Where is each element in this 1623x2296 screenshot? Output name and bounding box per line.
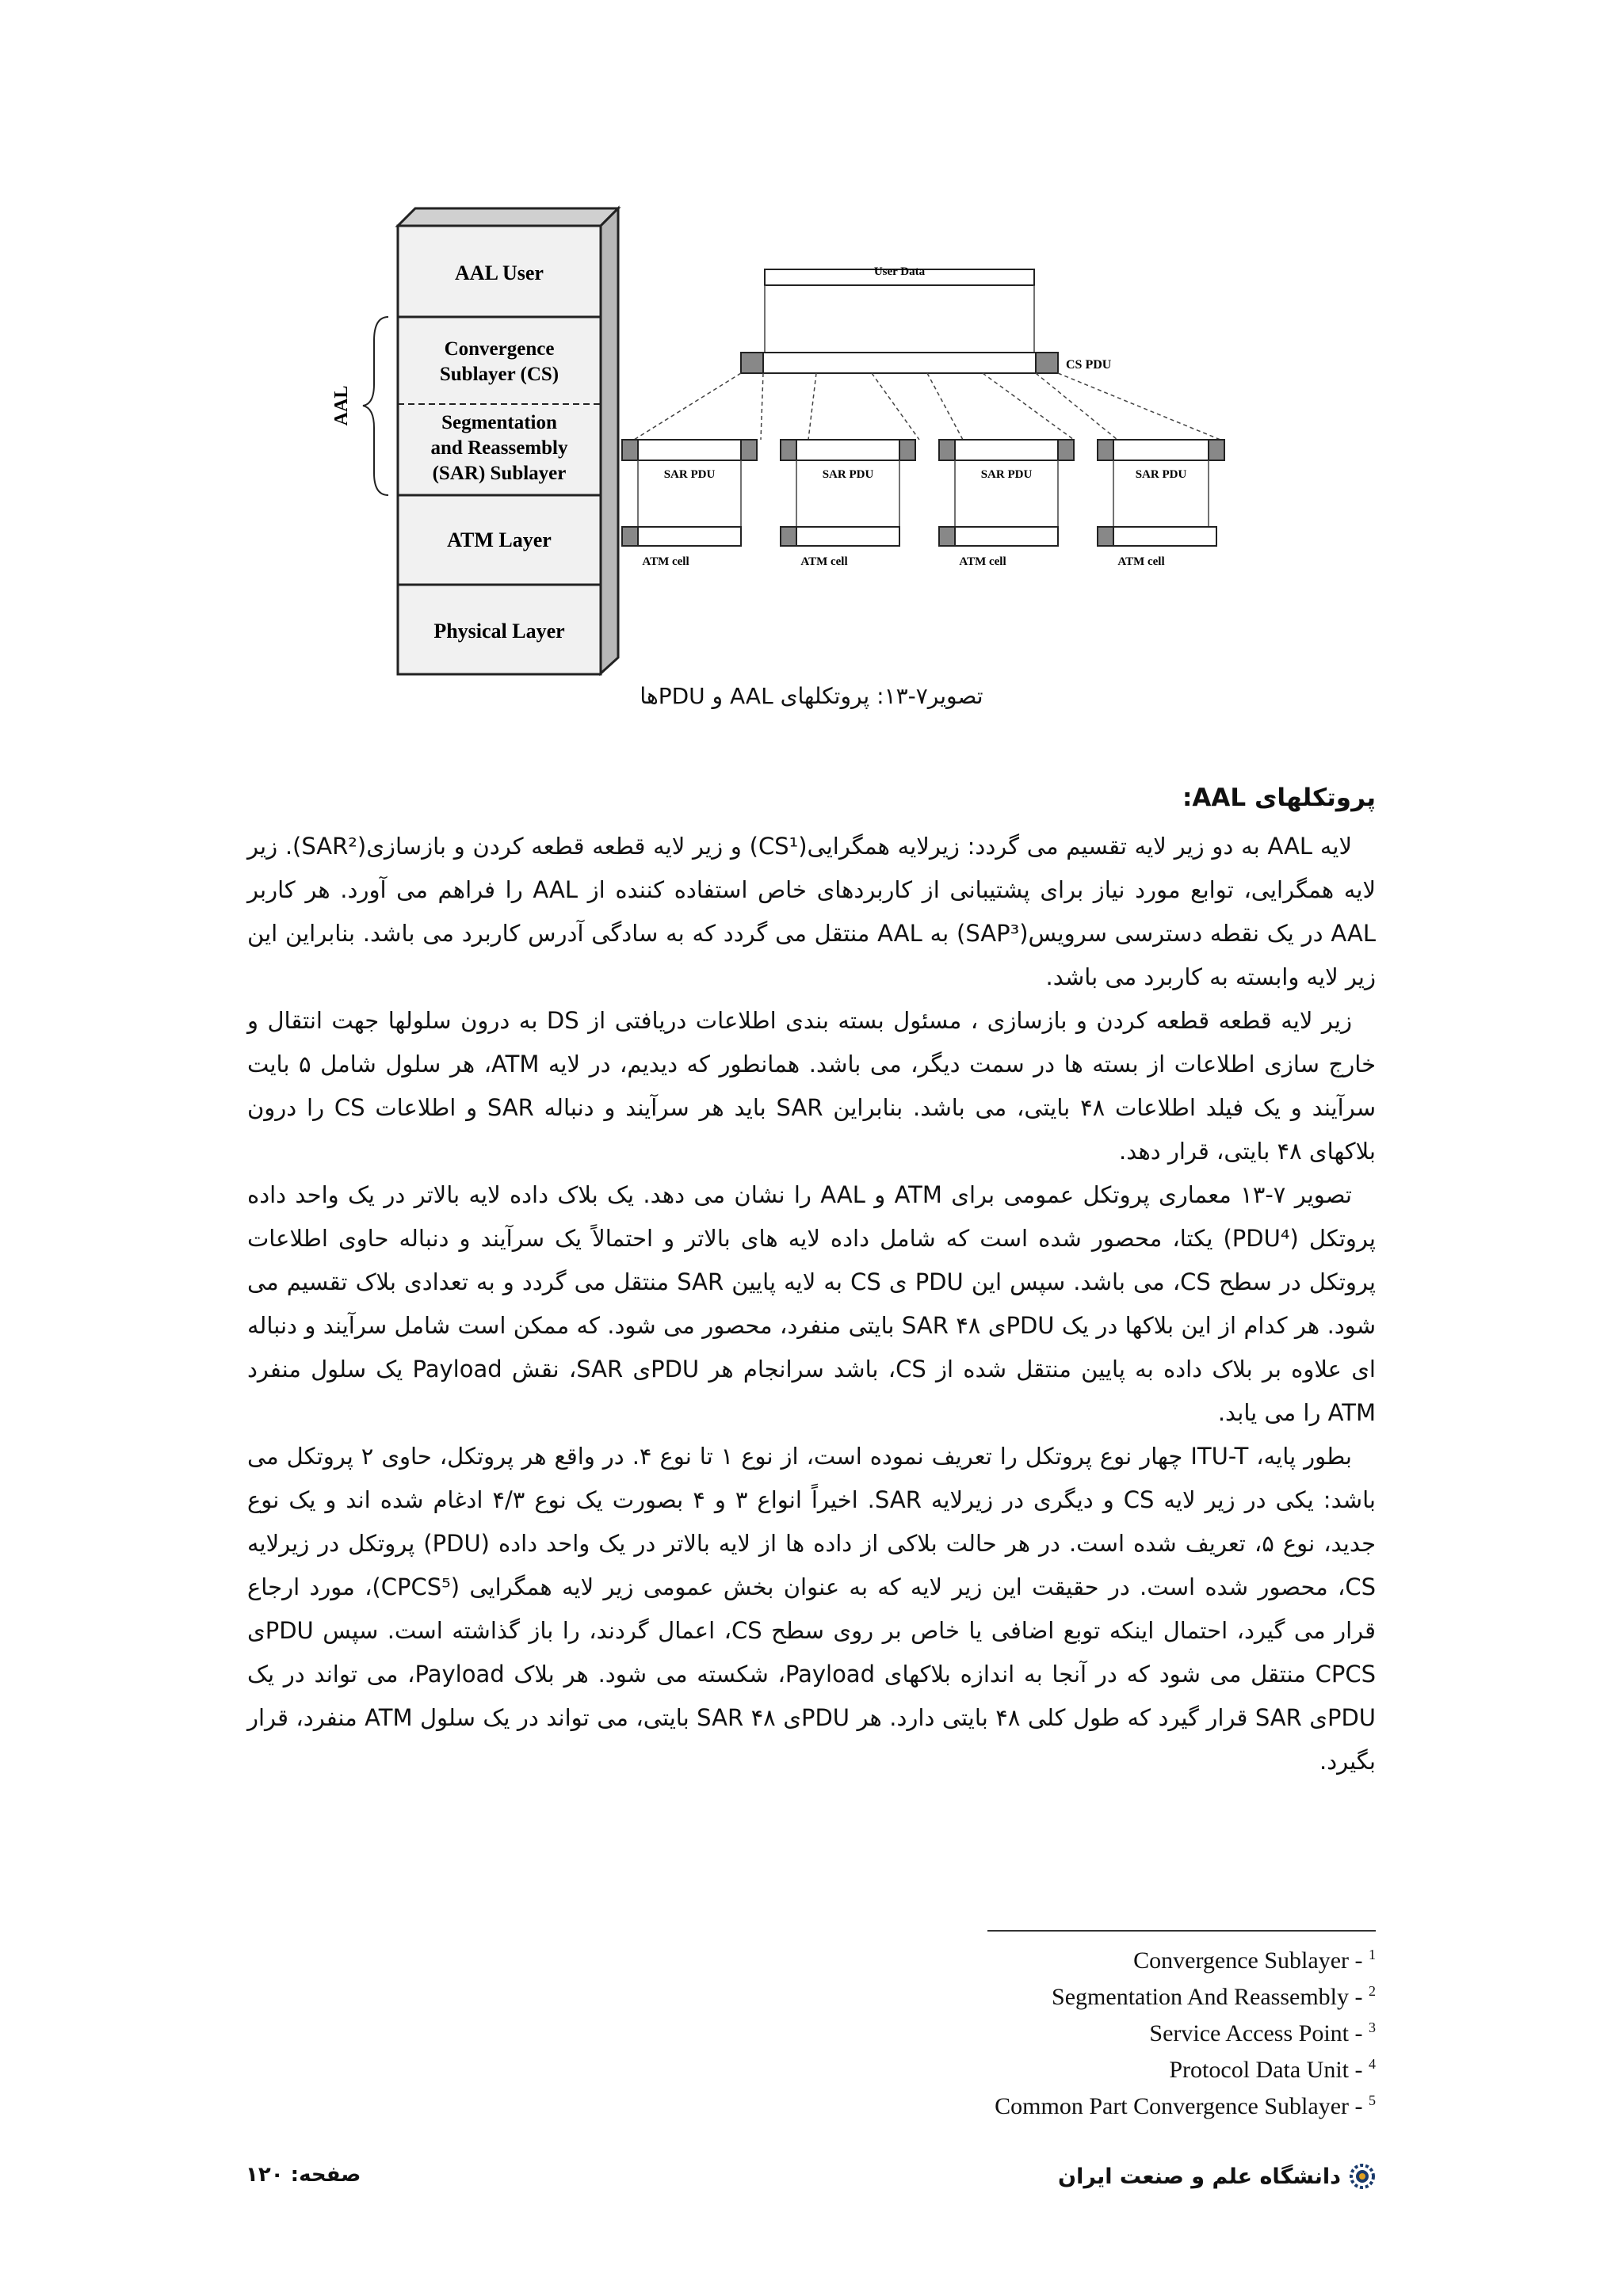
footnote-text: Service Access Point - <box>1149 2020 1369 2046</box>
page-footer <box>0 2163 1623 2203</box>
main-content <box>247 776 1376 1783</box>
layer-cs-line2: Sublayer (CS) <box>439 364 559 385</box>
footnote-text: Convergence Sublayer - <box>1133 1947 1369 1974</box>
footnote-text: Segmentation And Reassembly - <box>1052 1984 1369 2010</box>
footnote-item <box>995 1976 1376 2012</box>
layer-cs-line1: Convergence <box>444 338 555 360</box>
section-heading: پروتکلهای AAL: <box>1182 784 1376 812</box>
footnote-number: 3 <box>1369 2019 1376 2035</box>
paragraph-3: تصویر ۷-۱۳ معماری پروتکل عمومی برای ATM و AAL را نشان می دهد. یک بلاک داده لایه بالاتر در یک واحد داده پروتکل (PDU⁴) یکتا، محصور شده است که شامل داده لایه های بالاتر و احتمالاً یک سرآیند و دنباله حاوی اطلاعات پروتکل در سطح CS، می باشد. سپس این PDU ی CS به لایه پایین SAR منتقل می گردد و به تعدادی بلاک تقسیم می شود. هر کدام از این بلاکها در یک PDUی SAR ۴۸ بایتی منفرد، محصور می شود. که ممکن است شامل سرآیند و دنباله ای علاوه بر بلاک داده به پایین منتقل شده از CS، باشد سرانجام هر PDUی SAR، نقش Payload یک سلول منفرد ATM را می یابد. <box>247 1181 1377 1426</box>
footnote-item <box>995 2012 1376 2049</box>
footnote-number: 5 <box>1369 2092 1376 2108</box>
sar-pdu-label: SAR PDU <box>822 468 874 481</box>
layer-sar-line2: and Reassembly <box>430 437 568 459</box>
atm-cell-label: ATM cell <box>800 555 848 568</box>
layer-aal-user: AAL User <box>455 261 544 284</box>
user-data-label: User Data <box>873 265 926 278</box>
aal-brace <box>363 317 388 495</box>
footnote-item <box>995 1939 1376 1976</box>
footnote-text: Common Part Convergence Sublayer - <box>995 2093 1369 2119</box>
sar-pdu-label: SAR PDU <box>663 468 716 481</box>
page-label: صفحه: <box>290 2163 361 2187</box>
footnote-number: 2 <box>1369 1983 1376 1999</box>
sar-pdu-label: SAR PDU <box>980 468 1033 481</box>
layer-sar-line1: Segmentation <box>441 412 557 433</box>
atm-cell-label: ATM cell <box>1117 555 1165 568</box>
layer-sar-line3: (SAR) Sublayer <box>432 463 567 484</box>
footnote-item <box>995 2049 1376 2085</box>
footnote-divider <box>987 1930 1376 1932</box>
footnote-number: 4 <box>1369 2056 1376 2072</box>
footnotes <box>995 1939 1376 2122</box>
page-number <box>246 2163 361 2187</box>
aal-label: AAL <box>331 385 352 426</box>
layer-physical: Physical Layer <box>433 620 565 643</box>
university-label: دانشگاه علم و صنعت ایران <box>1058 2164 1341 2189</box>
footnote-item <box>995 2085 1376 2122</box>
atm-cell-label: ATM cell <box>959 555 1006 568</box>
sar-pdu-label: SAR PDU <box>1135 468 1187 481</box>
paragraph-2: زیر لایه قطعه قطعه کردن و بازسازی ، مسئول بسته بندی اطلاعات دریافتی از DS به درون سلولها جهت انتقال و خارج سازی اطلاعات از بسته ها در سمت دیگر، می باشد. همانطور که دیدیم، در لایه ATM، هر سلول شامل ۵ بایت سرآیند و یک فیلد اطلاعات ۴۸ بایتی، می باشد. بنابراین SAR باید هر سرآیند و دنباله SAR و اطلاعات CS را درون بلاکهای ۴۸ بایتی، قرار دهد. <box>247 1007 1377 1165</box>
paragraph-4: بطور پایه، ITU-T چهار نوع پروتکل را تعریف نموده است، از نوع ۱ تا نوع ۴. در واقع هر پروتکل، حاوی ۲ پروتکل می باشد: یکی در زیر لایه CS و دیگری در زیرلایه SAR. اخیراً انواع ۳ و ۴ بصورت یک نوع ۴/۳ ادغام شده اند و یک نوع جدید، نوع ۵، تعریف شده است. در هر حالت بلاکی از داده ها از لایه بالاتر در یک واحد داده (PDU) پروتکل در زیرلایه CS، محصور شده است. در حقیقت این زیر لایه که به عنوان بخش عمومی زیر لایه همگرایی (CPCS⁵)، مورد ارجاع قرار می گیرد، احتمال اینکه توبع اضافی یا خاص بر روی سطح CS، اعمال گردند، را باز گذاشته است. سپس PDUی CPCS منتقل می شود که در آنجا به اندازه بلاکهای Payload، شکسته می شود. هر بلاک Payload، می تواند در یک PDUی SAR قرار گیرد که طول کلی ۴۸ بایتی دارد. هر PDUی SAR ۴۸ بایتی، می تواند در یک سلول ATM منفرد، قرار بگیرد. <box>247 1443 1377 1775</box>
aal-protocol-figure <box>317 194 1228 685</box>
atm-cell-label: ATM cell <box>642 555 689 568</box>
protocol-stack <box>398 208 618 674</box>
university-logo-icon <box>1349 2163 1376 2190</box>
cs-pdu-box <box>741 353 1058 373</box>
footnote-text: Protocol Data Unit - <box>1169 2057 1369 2083</box>
page-number-value: ۱۲۰ <box>246 2163 284 2187</box>
paragraph-1: لایه AAL به دو زیر لایه تقسیم می گردد: زیرلایه همگرایی(CS¹) و زیر لایه قطعه قطعه کردن و بازسازی(SAR²). زیر لایه همگرایی، توابع مورد نیاز برای پشتیبانی از کاربردهای خاص استفاده کننده از AAL را فراهم می آورد. هر کاربر AAL در یک نقطه دسترسی سرویس(SAP³) به AAL منتقل می گردد که به سادگی آدرس کاربرد می باشد. بنابراین این زیر لایه وابسته به کاربرد می باشد. <box>247 833 1376 990</box>
university-name <box>1058 2163 1376 2190</box>
footnote-number: 1 <box>1369 1947 1376 1962</box>
cs-pdu-label: CS PDU <box>1066 358 1112 372</box>
layer-atm: ATM Layer <box>447 528 552 551</box>
sar-pdu-row <box>622 440 1224 481</box>
figure-caption: تصویر۷-۱۳: پروتکلهای AAL و PDUها <box>640 683 983 709</box>
atm-cell-row <box>622 527 1216 568</box>
